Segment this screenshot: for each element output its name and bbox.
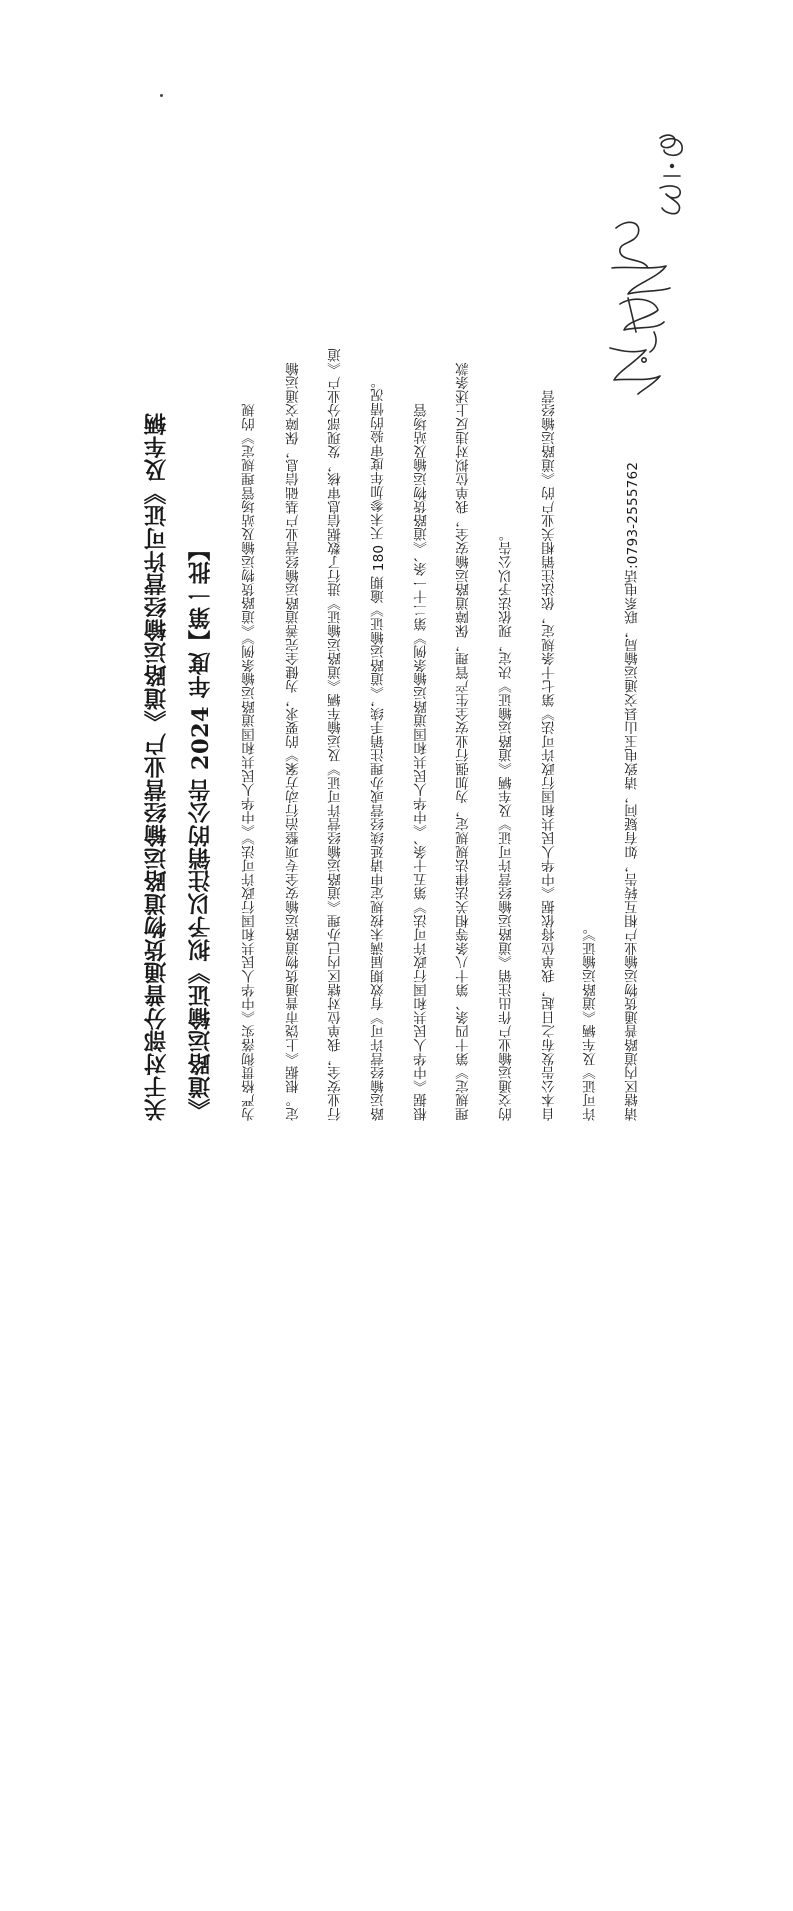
document-title-line-1: 关于对部分普通货物道路运输经营业户《道路运输经营许可证》及车辆 bbox=[144, 412, 170, 1121]
document-title-line-2: 《道路运输证》拟予以注销的公告 2024 年度【第一批】 bbox=[188, 537, 214, 1121]
paragraph-line-3: 行业安全，我单位对辖区内已办理《道路运输经营许可证》及运输车辆《道路运输证》进行了数据信息审核，发现部分业户《道 bbox=[328, 348, 344, 1121]
paragraph-line-4: 路运输经营许可》有效期届满未按规定申请延续经营或办理注销手续，《道路运输证》逾期 180 天未参加年度审验的情况。 bbox=[371, 374, 387, 1121]
paragraph-line-2: 定。根据《上饶市普通货物道路运输安全专项整治行动方案》的要求，为健全完善道路运输经营业户基础信息，保障交通运输 bbox=[286, 362, 302, 1121]
paragraph-line-8: 自本公告发布之日起，我单位将依据《中华人民共和国行政许可法》第七十条规定，依法注销相关业户的《道路运输经营 bbox=[542, 389, 558, 1121]
paragraph-line-5: 根据《中华人民共和国行政许可法》第五十条、《中华人民共和国道路运输条例》第二十一条、《道路货物运输及站场管 bbox=[414, 403, 430, 1121]
paragraph-line-7: 的交通运输业户作出注销《道路运输经营许可证》及车辆《道路运输证》决定，现依法予以公告。 bbox=[499, 527, 515, 1121]
paragraph-line-9: 许可证》及车辆《道路运输证》。 bbox=[583, 920, 599, 1121]
paragraph-line-6: 理规定》第十四条、第十八条等相关法律法规规定，为加强行业安全生产管理，保障道路运输安全，我单位拟对违反上述条款 bbox=[456, 362, 472, 1121]
handwritten-annotation bbox=[598, 118, 708, 398]
paragraph-line-10: 请辖区内道路普通货物运输业户相互转告，如有疑问，请致电玉山县交通运输局，联系电话:0793-2555762 bbox=[625, 461, 641, 1121]
scan-speck bbox=[160, 94, 163, 97]
paragraph-line-1: 为严格贯彻落实《中华人民共和国行政许可法》《中华人民共和国道路运输条例》《道路货物运输及站场管理规定》的规 bbox=[242, 403, 258, 1121]
